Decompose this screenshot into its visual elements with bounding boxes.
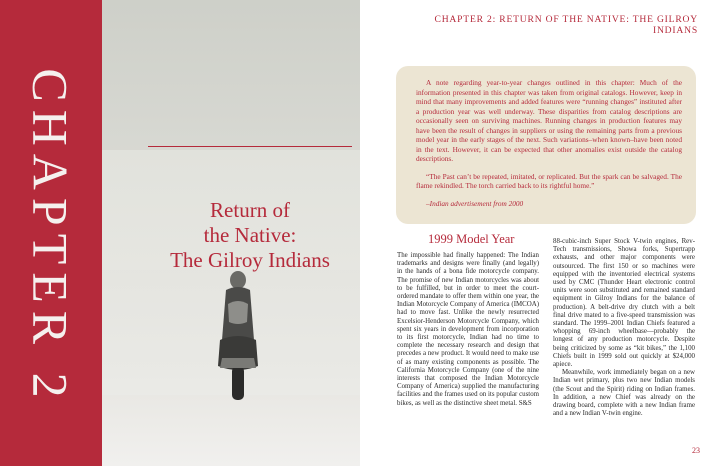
chapter-vertical-label <box>6 68 96 406</box>
catalog-note-box <box>396 66 696 224</box>
title-rule <box>148 146 352 147</box>
body-paragraph: 88-cubic-inch Super Stock V-twin engines, Rev-Tech transmissions, Showa forks, Supertrapp exhausts, and other major components were outsourced. The first 150 or so machines were equipped with the inventoried electrical systems used by CMC (Thunder Heart electronic control units were soon substituted and remained standard equipment in Gilroy Indians for the balance of production). A belt-drive dry clutch with a belt final drive mated to a five-speed transmission was standard. The 1999–2001 Indian Chiefs featured a whopping 69-inch wheelbase—probably the longest of any production motorcycle. Despite being criticized by some as “kit bikes,” the 1,100 Chiefs built in 1999 sold out quickly at $24,000 apiece. <box>553 238 695 369</box>
chapter-title-line-1: Return of <box>210 198 290 222</box>
body-column-right <box>553 238 695 418</box>
running-head: CHAPTER 2: RETURN OF THE NATIVE: THE GILROY INDIANS <box>434 14 698 36</box>
chapter-title-line-2: the Native: <box>203 223 297 247</box>
body-paragraph: The impossible had finally happened: The Indian trademarks and designs were finally (and legally) in the hands of a bona fide motorcycle company. The promise of new Indian motorcycles was about to be fulfilled, but in order to meet the court-ordered mandate to offer them within one year, the Indian Motorcycle Company of America (IMCOA) had to move fast. Unlike the newly resurrected Excelsior-Henderson Motorcycle Company, which spent six years in development from incorporation to its first motorcycle, Indian had no time to complete the necessary research and design that precedes a new product. It would need to make use of as many existing components as possible. The California Motorcycle Company (one of the nine interests that composed the Indian Motorcycle Company of America) supplied the manufacturing facilities and the frames used on its popular custom bikes, as well as the distinctive sheet metal. S&S <box>397 252 539 407</box>
chapter-label-text: CHAPTER 2 <box>23 68 79 406</box>
note-paragraph: A note regarding year-to-year changes outlined in this chapter: Much of the information presented in this chapter was taken from original catalogs. However, keep in mind that many improvements and added features were “running changes” instituted after a production year was well underway. These disparities from catalog descriptions are occasionally seen on surviving machines. Running changes in production features may have been the result of changes in suppliers or using the remaining parts from a previous model year in the early stages of the next. Such variations–when known–have been noted in the text. However, it can be expected that other anomalies exist outside the catalog descriptions. <box>416 78 682 163</box>
note-attribution: –Indian advertisement from 2000 <box>426 198 524 208</box>
chapter-title <box>160 198 340 273</box>
page-number: 23 <box>692 446 700 455</box>
rider-silhouette-icon <box>214 270 262 405</box>
section-heading: 1999 Model Year <box>428 232 515 246</box>
photo-trees <box>102 0 360 150</box>
photo-road <box>102 395 360 466</box>
chapter-title-line-3: The Gilroy Indians <box>170 248 330 272</box>
note-quote: “The Past can’t be repeated, imitated, or replicated. But the spark can be salvaged. The flame rekindled. The torch carried back to its rightful home.” <box>416 171 682 190</box>
body-paragraph: Meanwhile, work immediately began on a new Indian wet primary, plus two new Indian models (the Scout and the Spirit) riding on Indian frames. In addition, a new Chief was already on the drawing board, complete with a new Indian frame and a new Indian V-twin engine. <box>553 369 695 418</box>
body-column-left <box>397 252 539 408</box>
